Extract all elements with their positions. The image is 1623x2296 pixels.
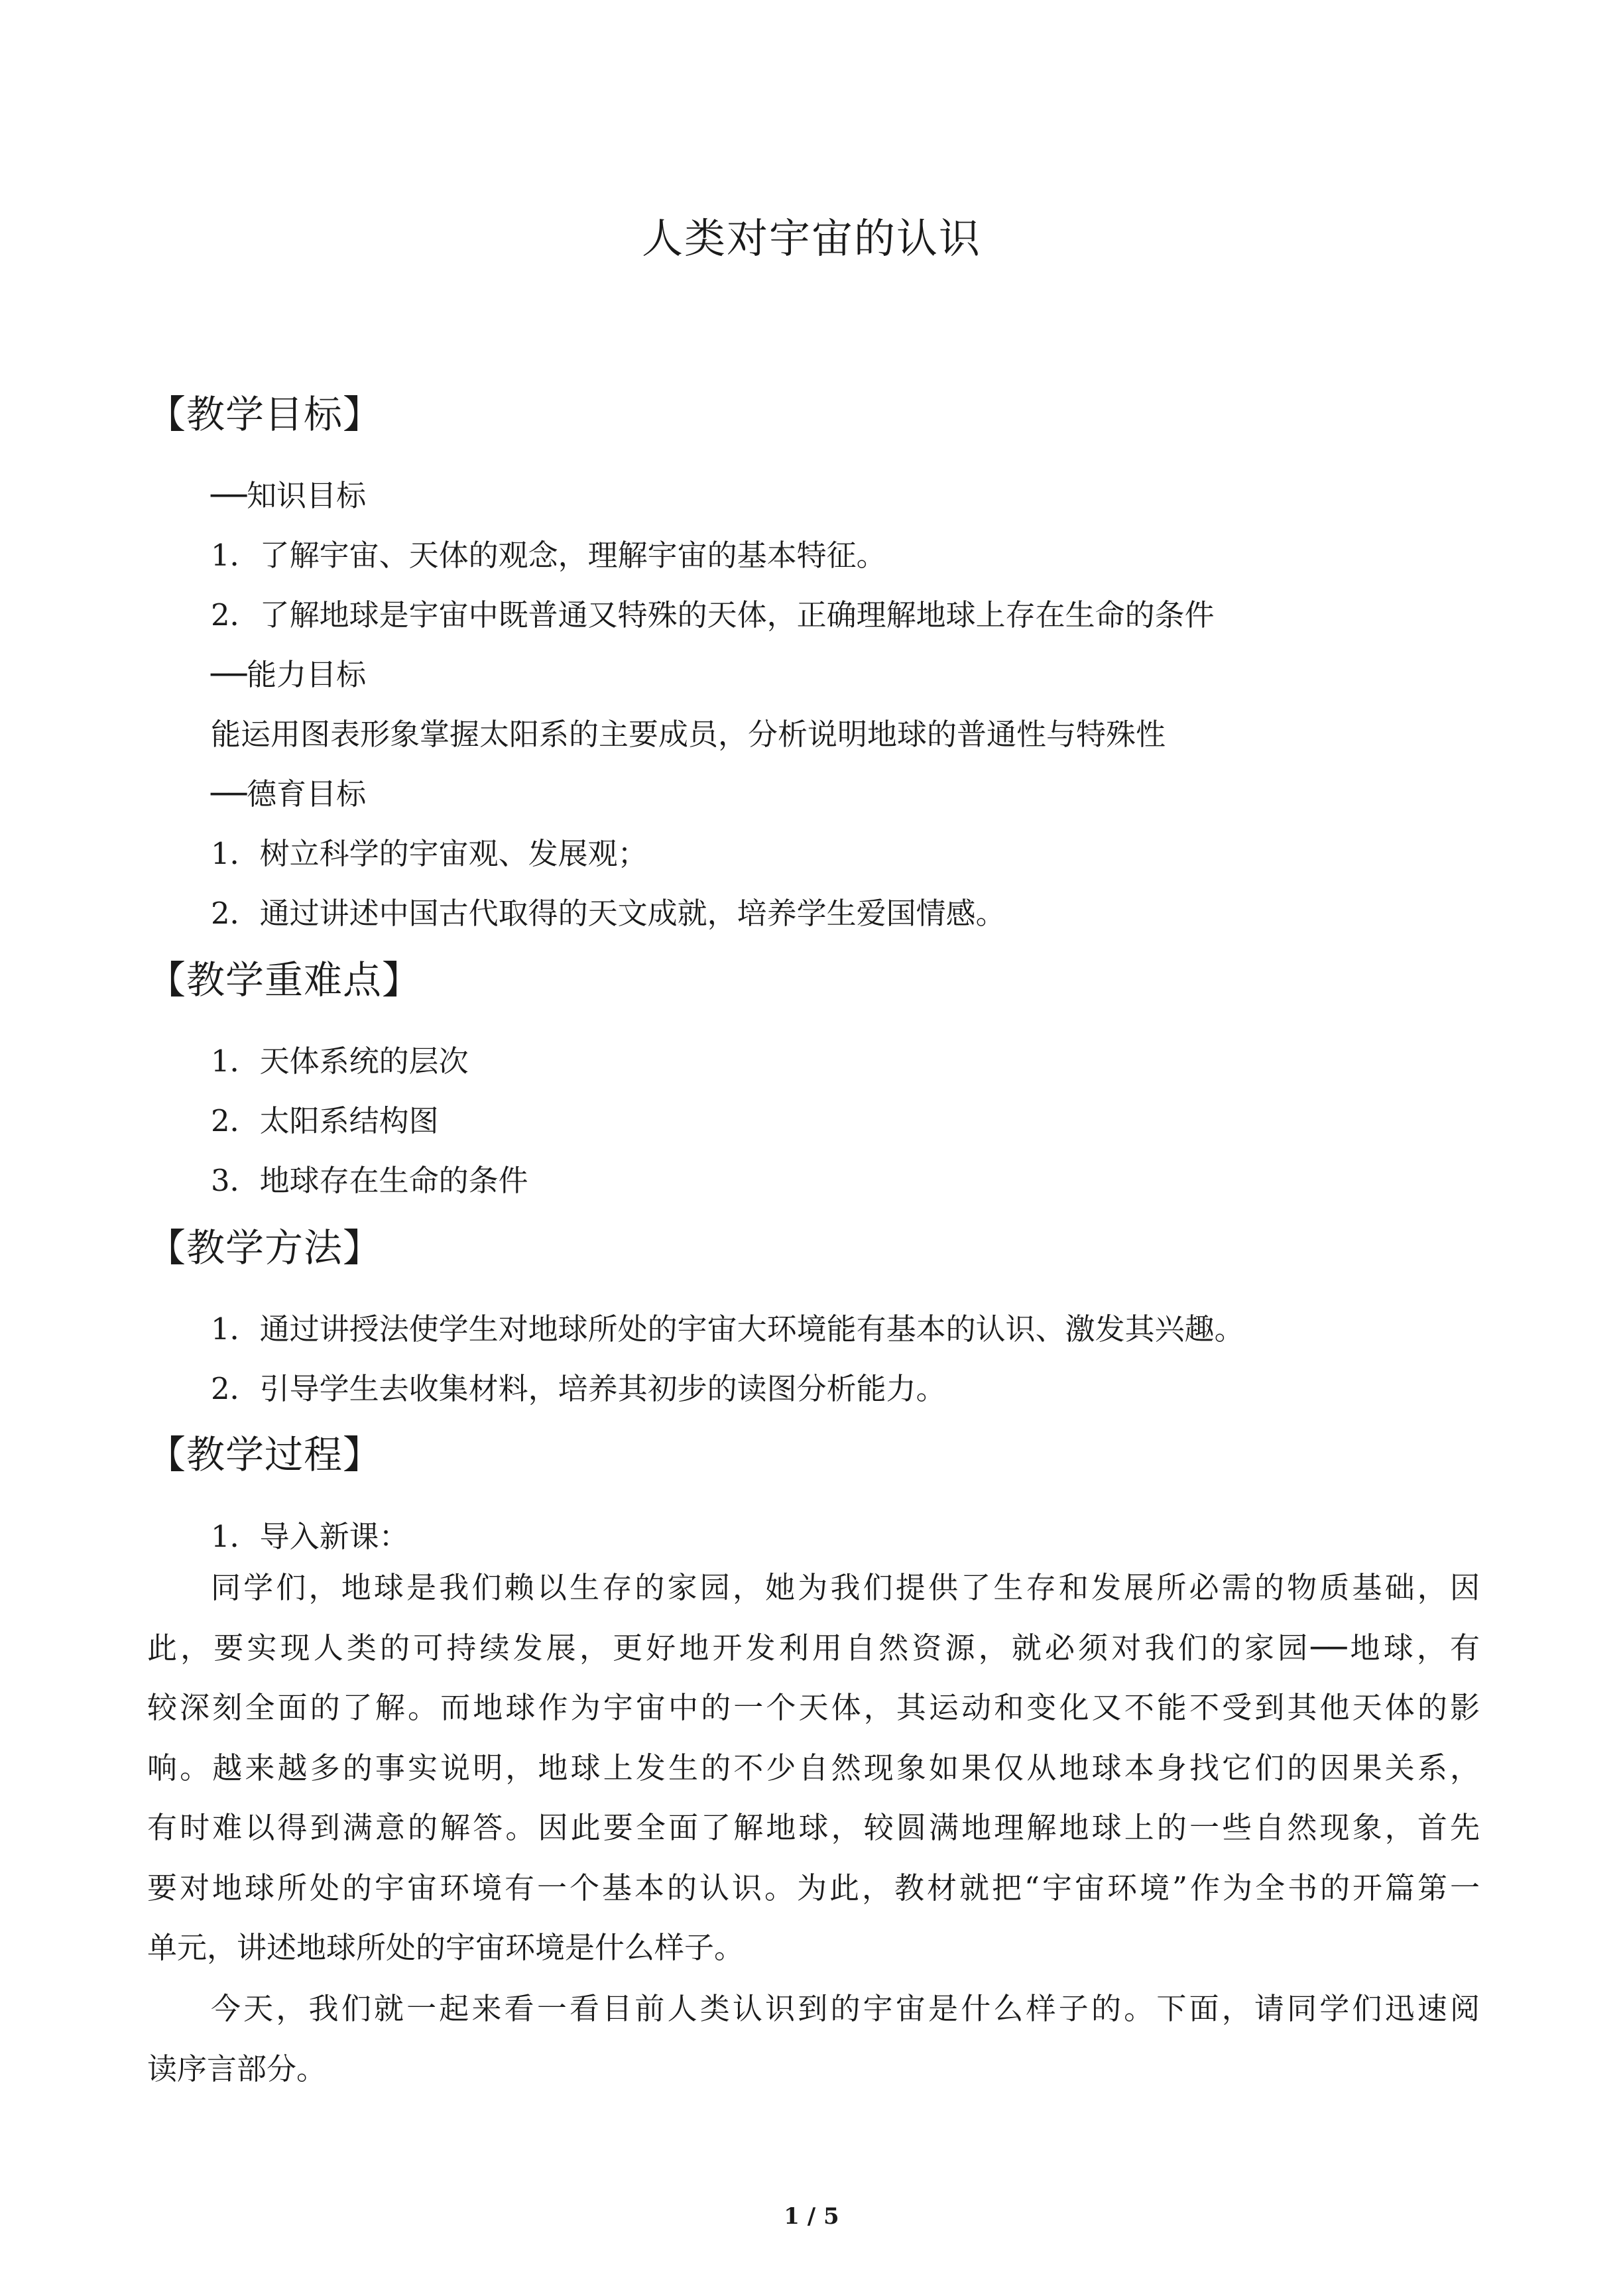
process-paragraph-1 [147,1558,1480,1978]
key-point-3: 3．地球存在生命的条件 [211,1163,528,1198]
process-step-1-label: 1．导入新课： [211,1519,409,1554]
paragraph-line: 响。越来越多的事实说明，地球上发生的不少自然现象如果仅从地球本身找它们的因果关系， [147,1750,1480,1785]
paragraph-line: 单元，讲述地球所处的宇宙环境是什么样子。 [147,1930,745,1965]
knowledge-item-1: 1．了解宇宙、天体的观念，理解宇宙的基本特征。 [211,538,886,573]
heading-objectives: 【教学目标】 [147,392,383,437]
paragraph-line: 要对地球所处的宇宙环境有一个基本的认识。为此，教材就把“宇宙环境”作为全书的开篇第一 [147,1870,1480,1905]
paragraph-line: 较深刻全面的了解。而地球作为宇宙中的一个天体，其运动和变化又不能不受到其他天体的影 [147,1690,1480,1725]
knowledge-label: ──知识目标 [211,478,367,513]
paragraph-line: 读序言部分。 [147,2051,327,2086]
moral-item-2: 2．通过讲述中国古代取得的天文成就，培养学生爱国情感。 [211,896,1006,931]
process-paragraph-2 [147,1979,1480,2099]
moral-label: ──德育目标 [211,776,367,812]
paragraph-line: 今天，我们就一起来看一看目前人类认识到的宇宙是什么样子的。下面，请同学们迅速阅 [211,1991,1480,2026]
paragraph-line: 此，要实现人类的可持续发展，更好地开发利用自然资源，就必须对我们的家园──地球，有 [147,1630,1480,1665]
ability-text: 能运用图表形象掌握太阳系的主要成员，分析说明地球的普通性与特殊性 [211,717,1166,752]
heading-process: 【教学过程】 [147,1432,383,1477]
method-1: 1．通过讲授法使学生对地球所处的宇宙大环境能有基本的认识、激发其兴趣。 [211,1311,1244,1347]
key-point-2: 2．太阳系结构图 [211,1103,439,1138]
paragraph-line: 同学们，地球是我们赖以生存的家园，她为我们提供了生存和发展所必需的物质基础，因 [211,1570,1480,1605]
moral-item-1: 1．树立科学的宇宙观、发展观； [211,836,648,871]
page-indicator: 1 / 5 [784,2203,839,2230]
paragraph-line: 有时难以得到满意的解答。因此要全面了解地球，较圆满地理解地球上的一些自然现象，首先 [147,1810,1480,1845]
ability-label: ──能力目标 [211,657,367,692]
heading-key-points: 【教学重难点】 [147,957,422,1002]
document-title: 人类对宇宙的认识 [641,214,981,263]
method-2: 2．引导学生去收集材料，培养其初步的读图分析能力。 [211,1371,946,1406]
knowledge-item-2: 2．了解地球是宇宙中既普通又特殊的天体，正确理解地球上存在生命的条件 [211,597,1215,633]
key-point-1: 1．天体系统的层次 [211,1044,469,1079]
heading-methods: 【教学方法】 [147,1225,383,1270]
